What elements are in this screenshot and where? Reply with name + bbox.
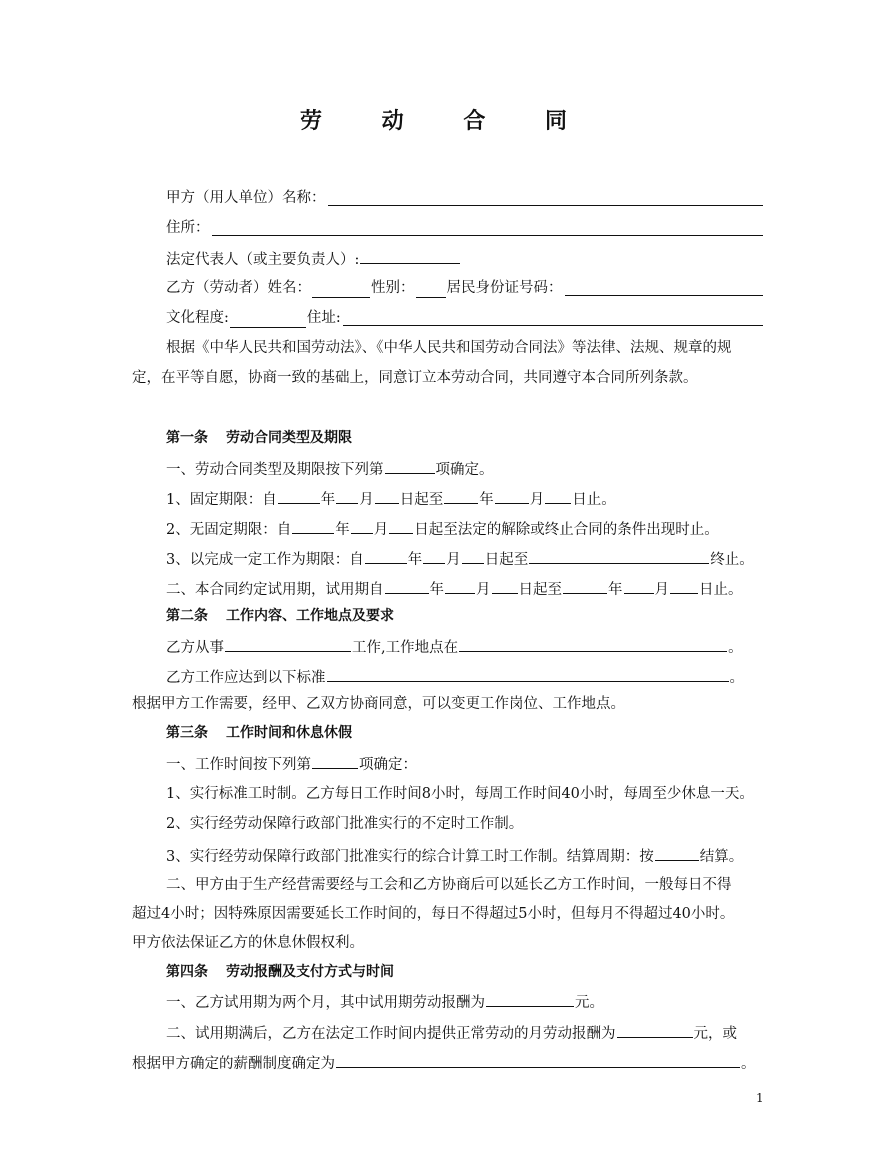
- art4-line-3: [132, 1052, 763, 1072]
- art3-line-1: [166, 753, 763, 773]
- legal-rep-line: [166, 248, 763, 268]
- art3-line-2: 1、实行标准工时制。乙方每日工作时间8小时，每周工作时间40小时，每周至少休息一天。: [166, 786, 754, 802]
- gender-label: 性别：: [371, 280, 415, 296]
- probation-label: 二、本合同约定试用期，试用期自: [166, 582, 384, 598]
- article-2-title: 工作内容、工作地点及要求: [226, 608, 394, 624]
- blank[interactable]: [670, 578, 698, 594]
- job-label: 乙方从事: [166, 640, 224, 656]
- blank[interactable]: [462, 548, 484, 564]
- art3-line-5: 二、甲方由于生产经营需要经与工会和乙方协商后可以延长乙方工作时间，一般每日不得: [166, 877, 732, 893]
- art3-line-3: 2、实行经劳动保障行政部门批准实行的不定时工作制。: [166, 816, 524, 832]
- b-address-blank[interactable]: [343, 310, 763, 326]
- probation-pay-tail: 元。: [575, 995, 604, 1011]
- work-hours-label: 一、工作时间按下列第: [166, 757, 311, 773]
- article-3-title: 工作时间和休息休假: [226, 725, 352, 741]
- blank[interactable]: [545, 488, 571, 504]
- article-3-number: 第三条: [166, 725, 208, 741]
- salary-system-blank[interactable]: [336, 1052, 740, 1068]
- blank[interactable]: [385, 578, 429, 594]
- task-term-tail: 终止。: [710, 552, 754, 568]
- task-term-label: 3、以完成一定工作为期限：自: [166, 552, 364, 568]
- work-place-label: 工作,工作地点在: [352, 640, 459, 656]
- art1-open-term-line: [166, 518, 763, 538]
- education-label: 文化程度:: [166, 310, 229, 326]
- monthly-pay-label: 二、试用期满后，乙方在法定工作时间内提供正常劳动的月劳动报酬为: [166, 1026, 616, 1042]
- art2-line-1: [166, 636, 763, 656]
- blank[interactable]: [292, 518, 334, 534]
- party-b-line: [166, 278, 763, 298]
- month-label: 月: [529, 492, 545, 508]
- settlement-blank[interactable]: [655, 845, 699, 861]
- month-label: 月: [373, 522, 389, 538]
- article-2-number: 第二条: [166, 608, 208, 624]
- article-4-heading: [166, 962, 763, 982]
- id-label: 居民身份证号码：: [446, 280, 563, 296]
- art3-line-4: [166, 845, 775, 865]
- blank[interactable]: [389, 518, 413, 534]
- art3-line-6: 超过4小时；因特殊原因需要延长工作时间的，每日不得超过5小时，但每月不得超过40小时。: [132, 906, 735, 922]
- art1-l1-tail: 项确定。: [435, 462, 494, 478]
- art2-line-3: 根据甲方工作需要，经甲、乙双方协商同意，可以变更工作岗位、工作地点。: [132, 696, 625, 712]
- art1-l1-text: 一、劳动合同类型及期限按下列第: [166, 462, 384, 478]
- art1-probation-line: [166, 578, 775, 598]
- legal-rep-label: 法定代表人（或主要负责人）:: [166, 252, 360, 268]
- year-label: 年: [335, 522, 350, 538]
- party-a-name-blank[interactable]: [328, 190, 764, 206]
- art1-item-blank[interactable]: [385, 458, 435, 474]
- art4-line-1: [166, 991, 763, 1011]
- party-a-name-line: [166, 188, 763, 208]
- salary-system-label: 根据甲方确定的薪酬制度确定为: [132, 1056, 335, 1072]
- page-number: 1: [756, 1091, 764, 1105]
- settlement-label: 3、实行经劳动保障行政部门批准实行的综合计算工时工作制。结算周期：按: [166, 849, 654, 865]
- party-b-name-label: 乙方（劳动者）姓名：: [166, 280, 311, 296]
- year-label: 年: [407, 552, 423, 568]
- art1-task-term-line: [166, 548, 775, 568]
- probation-pay-label: 一、乙方试用期为两个月，其中试用期劳动报酬为: [166, 995, 485, 1011]
- article-4-number: 第四条: [166, 964, 208, 980]
- article-4-title: 劳动报酬及支付方式与时间: [226, 964, 394, 980]
- preamble-line-2: 定，在平等自愿，协商一致的基础上，同意订立本劳动合同，共同遵守本合同所列条款。: [132, 370, 698, 386]
- education-line: [166, 308, 763, 328]
- day-from-label: 日起至: [399, 492, 444, 508]
- article-1-number: 第一条: [166, 430, 208, 446]
- month-label: 月: [476, 582, 491, 598]
- gender-blank[interactable]: [416, 282, 446, 298]
- blank[interactable]: [563, 578, 607, 594]
- period: 。: [728, 640, 743, 656]
- month-label: 月: [359, 492, 374, 508]
- blank[interactable]: [423, 548, 445, 564]
- year-label: 年: [479, 492, 494, 508]
- fixed-term-label: 1、固定期限：自: [166, 492, 277, 508]
- blank[interactable]: [365, 548, 407, 564]
- year-label: 年: [320, 492, 336, 508]
- art4-line-2: [166, 1022, 763, 1042]
- period: 。: [729, 670, 744, 686]
- day-end-label: 日止。: [572, 492, 616, 508]
- article-3-heading: [166, 723, 763, 743]
- year-label: 年: [429, 582, 444, 598]
- work-hours-tail: 项确定：: [359, 757, 417, 773]
- address-label: 住所：: [166, 220, 210, 236]
- monthly-pay-blank[interactable]: [617, 1022, 693, 1038]
- probation-pay-blank[interactable]: [486, 991, 574, 1007]
- id-blank[interactable]: [565, 280, 764, 296]
- legal-rep-blank[interactable]: [360, 248, 460, 264]
- blank[interactable]: [624, 578, 654, 594]
- blank[interactable]: [492, 578, 518, 594]
- work-place-blank[interactable]: [459, 636, 727, 652]
- party-b-name-blank[interactable]: [312, 282, 370, 298]
- art2-line-2: [166, 666, 763, 686]
- job-blank[interactable]: [225, 636, 351, 652]
- task-term-mid: 日起至: [484, 552, 529, 568]
- month-label: 月: [446, 552, 461, 568]
- party-a-name-label: 甲方（用人单位）名称：: [166, 190, 326, 206]
- art1-fixed-term-line: [166, 488, 763, 508]
- document-title: 劳 动 合 同: [300, 109, 593, 134]
- open-term-tail: 日起至法定的解除或终止合同的条件出现时止。: [414, 522, 719, 538]
- address-blank[interactable]: [212, 220, 764, 236]
- blank[interactable]: [529, 548, 709, 564]
- preamble-line-1: 根据《中华人民共和国劳动法》、《中华人民共和国劳动合同法》等法律、法规、规章的规: [166, 340, 732, 356]
- day-end-label: 日止。: [699, 582, 743, 598]
- blank[interactable]: [351, 518, 373, 534]
- article-1-heading: [166, 428, 763, 448]
- work-hours-item-blank[interactable]: [312, 753, 358, 769]
- b-address-label: 住址:: [306, 310, 341, 326]
- art1-line-1: [166, 458, 763, 478]
- article-1-title: 劳动合同类型及期限: [226, 430, 352, 446]
- art3-line-7: 甲方依法保证乙方的休息休假权利。: [132, 935, 364, 951]
- open-term-label: 2、无固定期限：自: [166, 522, 292, 538]
- monthly-pay-tail: 元，或: [693, 1026, 737, 1042]
- period: 。: [741, 1056, 756, 1072]
- blank[interactable]: [444, 488, 478, 504]
- blank[interactable]: [445, 578, 475, 594]
- month-label: 月: [654, 582, 669, 598]
- year-label: 年: [608, 582, 623, 598]
- day-from-label: 日起至: [518, 582, 562, 598]
- blank[interactable]: [495, 488, 529, 504]
- party-a-address-line: [166, 218, 763, 238]
- blank[interactable]: [375, 488, 399, 504]
- blank[interactable]: [336, 488, 358, 504]
- article-2-heading: [166, 606, 763, 626]
- education-blank[interactable]: [230, 312, 306, 328]
- settlement-tail: 结算。: [699, 849, 744, 865]
- blank[interactable]: [278, 488, 320, 504]
- standard-blank[interactable]: [327, 666, 729, 682]
- standard-label: 乙方工作应达到以下标准: [166, 670, 326, 686]
